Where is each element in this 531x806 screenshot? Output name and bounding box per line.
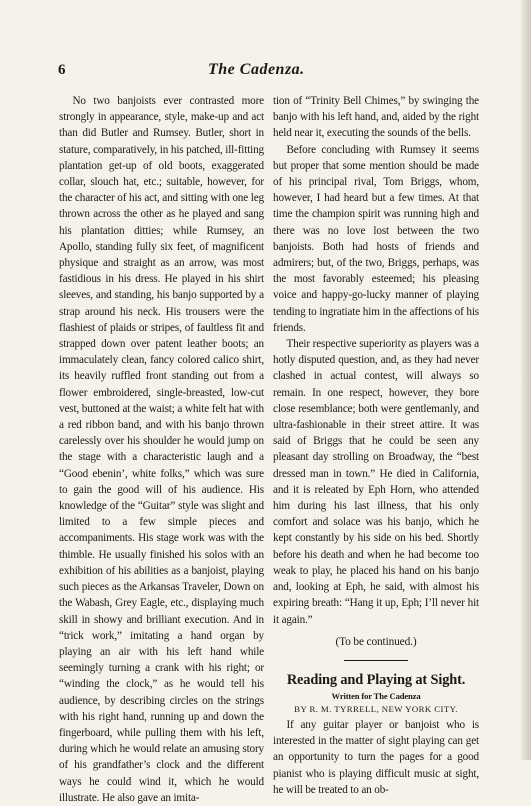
byline-written-for: Written for The Cadenza [331, 690, 421, 701]
paragraph: Their respective superiority as players was a hotly disputed question, and, as they had never clashed in actual contest, will always so remain. In one respect, however, they bore close resemblance; both were gentlemanly, and ultra-fashionable in their street attire. It was said of Briggs that he could be seen any pleasant day strolling on Broadway, the “best dressed man in town.” He died in California, and it is releated by Eph Horn, who attended him during his last illness, that his only comfort and solace was his banjo, which he kept constantly by his side on his bed. Shortly before his death and when he had become too weak to play, he placed his hand on his banjo and, looking at Eph, he said, with almost his expiring breath: “Hang it up, Eph; I’ll never hit it again.” [273, 338, 479, 626]
page-number: 6 [58, 62, 66, 78]
page-edge [521, 0, 531, 760]
paragraph: Before concluding with Rumsey it seems but proper that some mention should be made of his principal rival, Tom Briggs, whom, however, I had heard but a few times. At that time the champion spirit was running high and there was no love lost between the two banjoists. Both had hosts of friends and admirers; but, of the two, Briggs, perhaps, was the most favorably esteemed; his pleasing voice and happy-go-lucky manner of playing tending to ingratiate him in the affections of his friends. [273, 143, 479, 334]
left-column [59, 93, 264, 806]
page-header [58, 62, 518, 82]
to-be-continued: (To be continued.) [335, 635, 417, 648]
article-title: Reading and Playing at Sight. [286, 671, 466, 688]
divider [344, 660, 408, 661]
paragraph: tion of “Trinity Bell Chimes,” by swinging the banjo with his left hand, and, aided by the right held near it, executing the sounds of the bells. [273, 95, 479, 140]
right-column [273, 93, 479, 798]
paragraph: If any guitar player or banjoist who is interested in the matter of sight playing can get an opportunity to turn the pages for a good pianist who is playing difficult music at sight, he will be treated to an ob- [273, 718, 479, 796]
paragraph: No two banjoists ever contrasted more strongly in appearance, style, make-up and act than did Butler and Rumsey. Butler, short in stature, comparatively, in his patched, ill-fitting plantation get-up of old boots, exaggerated collar, slouch hat, etc.; suitable, however, for the character of his act, and sitting with one leg thrown across the other as he played and sang his plantation ditties; while Rumsey, an Apollo, standing fully six feet, of magnificent physique and straight as an arrow, was most fastidious in his dress. He played in his shirt sleeves, and standing, his banjo supported by a strap around his neck. His trousers were the flashiest of plaids or stripes, of faultless fit and strapped down over patent leather boots; an immaculately clean, fancy colored calico shirt, its heavily ruffled front standing out from a flower embroidered, single-breasted, low-cut vest, buttoned at the waist; a white felt hat with a red ribbon band, and with his banjo thrown carelessly over his shoulder he would jump on the stage with a characteristic laugh and a “Good ebenin’, white folks,” which was sure to gain the good will of his audience. His knowledge of the “Guitar” style was slight and limited to a few simple pieces and accompaniments. His stage work was with the thimble. He usually finished his solos with an exhibition of his abilities as a banjoist, playing such pieces as the Arkansas Traveler, Down on the Wabash, Grey Eagle, etc., displaying much skill in showy and brilliant execution. And in “trick work,” imitating a hand organ by playing an air with his left hand while seemingly turning a crank with his right; or “winding the clock,” as he would tell his audience, by describing circles on the strings with his right hand, running up and down the fingerboard, while pulling them with his left, during which he would relate an amusing story of his grandfather’s clock and the different ways he could wind it, which he would illustrate. He also gave an imita- [59, 95, 264, 804]
running-title: The Cadenza. [208, 61, 305, 78]
byline-author: BY R. M. TYRRELL, NEW YORK CITY. [294, 703, 458, 714]
